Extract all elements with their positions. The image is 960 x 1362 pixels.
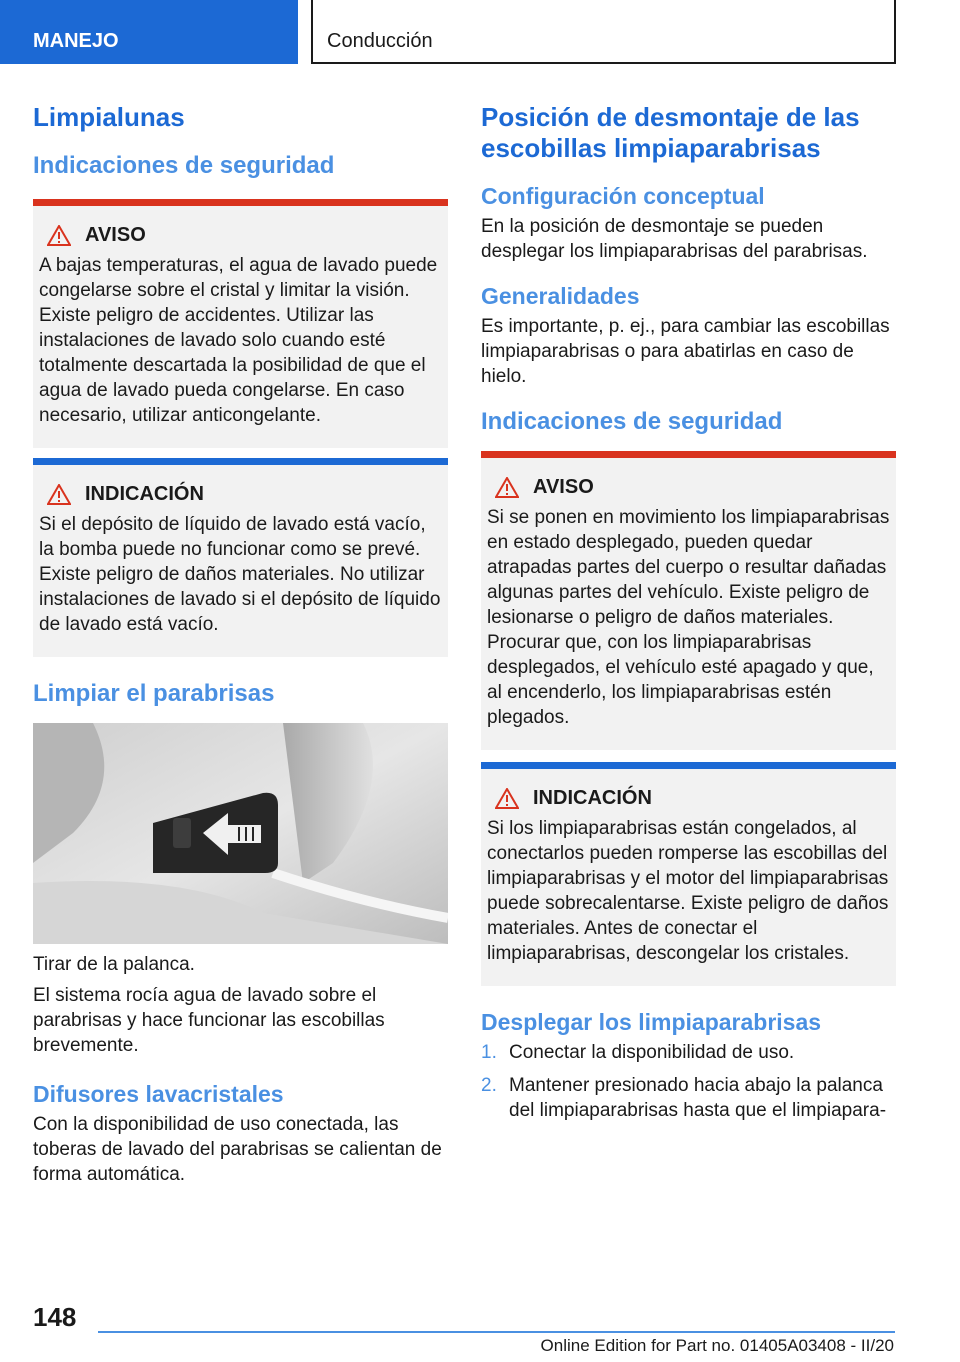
warning-text: Si se ponen en movimiento los limpiaparabrisas en estado desplegado, pueden quedar atrapadas partes del cuerpo o resultar dañadas algunas partes del vehículo. Existe peligro de lesionarse o peligro de daños materiales. Procurar que, con los limpiaparabrisas desplegados, el vehículo esté apagado y que, al encenderlo, los limpiaparabrisas estén plegados. xyxy=(487,507,890,728)
notice-triangle-icon xyxy=(495,788,519,809)
right-column xyxy=(481,102,896,1131)
notice-text: Si los limpiaparabrisas están congelados, al conectarlos pueden romperse las escobillas del limpiaparabrisas y el motor del limpiaparabrisas puede sobrecalentarse. Existe peligro de daños materiales. Antes de conectar el limpiaparabrisas, descongelar los cristales. xyxy=(487,818,889,964)
step-number: 2. xyxy=(481,1075,497,1096)
page-title: Limpialunas xyxy=(33,102,185,132)
clean-description: El sistema rocía agua de lavado sobre el parabrisas y hace funcionar las escobillas brevemente. xyxy=(33,985,385,1056)
notice-box xyxy=(33,458,448,657)
section-tab: MANEJO xyxy=(0,0,298,64)
section-title: Posición de desmontaje de las escobillas limpiaparabrisas xyxy=(481,102,860,163)
wiper-lever-photo xyxy=(33,723,448,944)
step-number: 1. xyxy=(481,1042,497,1063)
warning-label: AVISO xyxy=(533,476,594,498)
unfold-heading: Desplegar los limpiaparabrisas xyxy=(481,1009,822,1035)
step-item xyxy=(481,1040,896,1065)
general-heading: Generalidades xyxy=(481,283,640,309)
notice-triangle-icon xyxy=(47,484,71,505)
safety-heading: Indicaciones de seguridad xyxy=(33,152,335,179)
notice-text: Si el depósito de líquido de lavado está vacío, la bomba puede no funcionar como se prevé. Existe peligro de daños materiales. No utilizar instalaciones de lavado si el depósito de líquido de lavado está vacío. xyxy=(39,514,441,635)
notice-box-right xyxy=(481,762,896,986)
notice-label: INDICACIÓN xyxy=(85,483,204,505)
nozzles-heading: Difusores lavacristales xyxy=(33,1081,284,1107)
warning-box-right xyxy=(481,451,896,750)
step-item xyxy=(481,1073,896,1123)
warning-triangle-icon xyxy=(495,477,519,498)
concept-text: En la posición de desmontaje se pueden desplegar los limpiaparabrisas del parabrisas. xyxy=(481,216,868,262)
clean-instruction: Tirar de la palanca. xyxy=(33,954,195,975)
warning-label: AVISO xyxy=(85,224,146,246)
page-number: 148 xyxy=(33,1302,77,1332)
concept-heading: Configuración conceptual xyxy=(481,183,765,209)
edition-note: Online Edition for Part no. 01405A03408 - II/20 xyxy=(540,1336,894,1355)
general-text: Es importante, p. ej., para cambiar las escobillas limpiaparabrisas o para abatirlas en caso de hielo. xyxy=(481,316,890,387)
step-text: Conectar la disponibilidad de uso. xyxy=(509,1042,795,1063)
nozzles-text: Con la disponibilidad de uso conectada, las toberas de lavado del parabrisas se calientan de forma automática. xyxy=(33,1114,442,1185)
warning-text: A bajas temperaturas, el agua de lavado puede congelarse sobre el cristal y limitar la visión. Existe peligro de accidentes. Utilizar las instalaciones de lavado solo cuando esté totalmente descartada la posibilidad de que el agua de lavado pueda congelarse. En caso necesario, utilizar anticongelante. xyxy=(39,255,438,426)
footer-divider xyxy=(98,1331,895,1333)
clean-heading: Limpiar el parabrisas xyxy=(33,680,275,707)
chapter-title: Conducción xyxy=(311,0,896,64)
step-text: Mantener presionado hacia abajo la palanca del limpiaparabrisas hasta que el limpiapara- xyxy=(509,1075,887,1121)
left-column xyxy=(33,102,448,1187)
warning-triangle-icon xyxy=(47,225,71,246)
safety-heading-right: Indicaciones de seguridad xyxy=(481,408,783,435)
notice-label: INDICACIÓN xyxy=(533,787,652,809)
warning-box xyxy=(33,199,448,448)
unfold-steps xyxy=(481,1040,896,1123)
